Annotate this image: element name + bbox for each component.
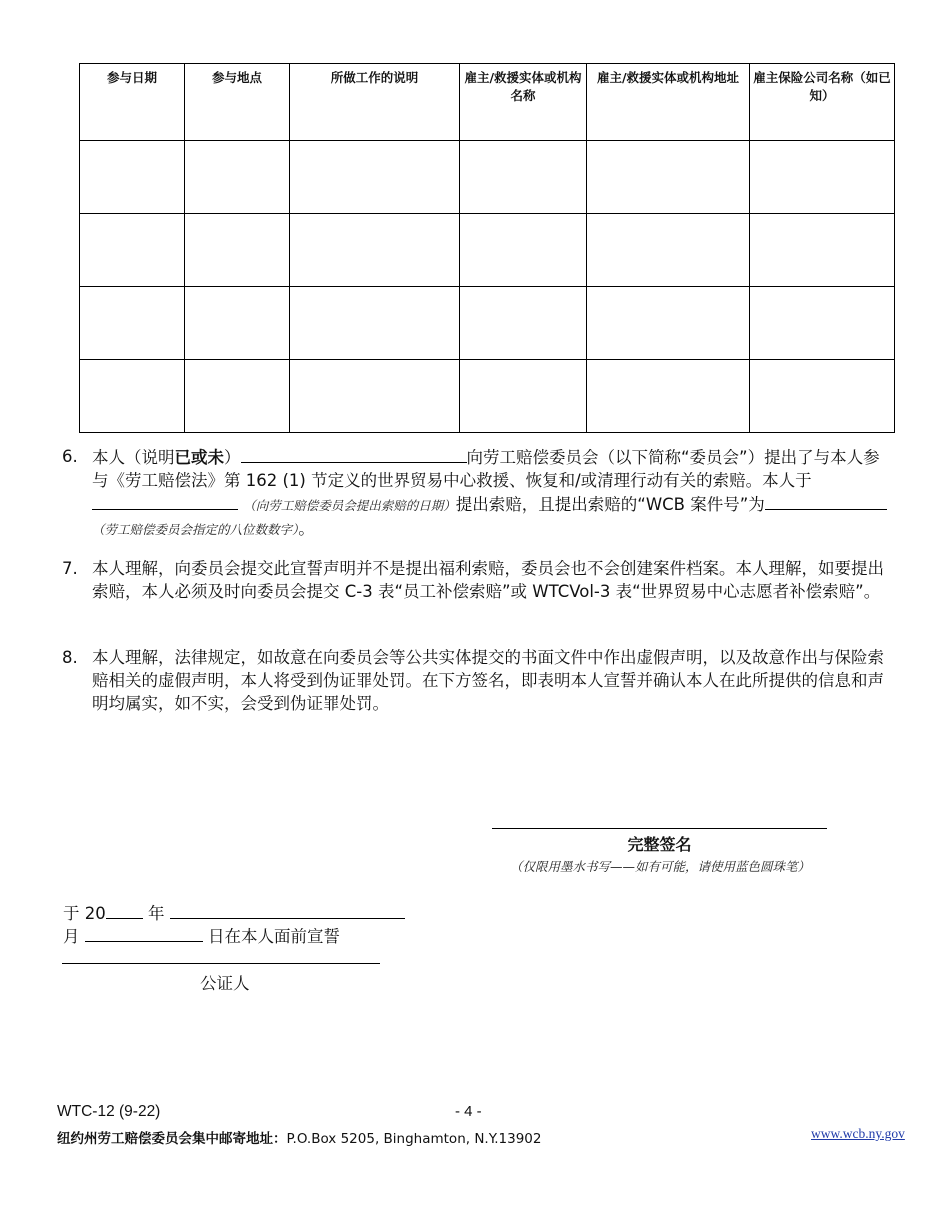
table-cell-input[interactable] [750, 214, 895, 287]
year-blank[interactable] [106, 901, 143, 919]
table-cell-input[interactable] [290, 214, 460, 287]
month-blank[interactable] [85, 924, 203, 942]
claim-status-blank[interactable] [241, 445, 467, 463]
table-cell-input[interactable] [750, 287, 895, 360]
notary-signature-line[interactable] [62, 963, 380, 964]
signature-label: 完整签名 [627, 835, 692, 854]
table-cell-input[interactable] [460, 214, 587, 287]
table-cell-input[interactable] [460, 360, 587, 433]
table-cell-input[interactable] [460, 141, 587, 214]
wcb-case-number-blank[interactable] [765, 492, 887, 510]
website-link[interactable]: www.wcb.ny.gov [811, 1126, 905, 1141]
table-cell-input[interactable] [587, 287, 750, 360]
statement-6: 6. 本人（说明已或未） 向劳工赔偿委员会（以下简称“委员会”）提出了与本人参与《劳工赔偿法》第 162 (1) 节定义的世界贸易中心救援、恢复和/或清理行动有关的索赔。本人于 （向劳工赔偿委员会提出索赔的日期）提出索赔，且提出索赔的“WCB 案件号”为 （劳工赔偿委员会指定的八位数数字）。 [62, 445, 894, 541]
mailing-address [57, 1127, 541, 1147]
header-date: 参与日期 [80, 64, 185, 141]
table-cell-input[interactable] [750, 360, 895, 433]
signature-note: （仅限用墨水书写——如有可能，请使用蓝色圆珠笔） [509, 859, 810, 874]
table-cell-input[interactable] [587, 141, 750, 214]
table-cell-input[interactable] [587, 214, 750, 287]
claim-date-blank[interactable] [92, 492, 238, 510]
header-location: 参与地点 [185, 64, 290, 141]
table-row [80, 141, 895, 214]
statement-7 [62, 557, 894, 603]
table-cell-input[interactable] [185, 214, 290, 287]
statement-number: 8. [62, 648, 78, 667]
address-value: P.O.Box 5205, Binghamton, N.Y.13902 [286, 1131, 542, 1147]
sworn-date-line-1: 于 20 年 [63, 901, 405, 925]
sworn-date-line-2: 月 日在本人面前宣誓 [63, 924, 340, 948]
table-cell-input[interactable] [290, 287, 460, 360]
table-cell-input[interactable] [185, 360, 290, 433]
table-cell-input[interactable] [185, 141, 290, 214]
table-cell-input[interactable] [80, 287, 185, 360]
header-employer-name: 雇主/救援实体或机构名称 [460, 64, 587, 141]
notary-label: 公证人 [200, 974, 250, 993]
statement-text: 本人理解，向委员会提交此宣誓声明并不是提出福利索赔，委员会也不会创建案件档案。本人理解，如要提出索赔，本人必须及时向委员会提交 C-3 表“员工补偿索赔”或 WTCVol-3 表“世界贸易中心志愿者补偿索赔”。 [92, 559, 884, 601]
table-row [80, 214, 895, 287]
table-cell-input[interactable] [750, 141, 895, 214]
statement-8 [62, 646, 894, 715]
table-cell-input[interactable] [80, 141, 185, 214]
table-cell-input[interactable] [460, 287, 587, 360]
table-cell-input[interactable] [290, 141, 460, 214]
header-insurance-carrier: 雇主保险公司名称（如已知） [750, 64, 895, 141]
form-id: WTC-12 (9-22) [57, 1103, 161, 1120]
header-employer-address: 雇主/救援实体或机构地址 [587, 64, 750, 141]
table-cell-input[interactable] [185, 287, 290, 360]
day-blank[interactable] [170, 901, 405, 919]
work-history-table [79, 63, 895, 433]
table-cell-input[interactable] [80, 360, 185, 433]
claim-date-hint: （向劳工赔偿委员会提出索赔的日期） [243, 498, 456, 513]
address-label: 纽约州劳工赔偿委员会集中邮寄地址： [57, 1131, 287, 1147]
statement-number: 6. [62, 447, 78, 466]
table-header-row [80, 64, 895, 141]
table-cell-input[interactable] [587, 360, 750, 433]
statement-text: 本人理解，法律规定，如故意在向委员会等公共实体提交的书面文件中作出虚假声明，以及故意作出与保险索赔相关的虚假声明，本人将受到伪证罪处罚。在下方签名，即表明本人宣誓并确认本人在此所提供的信息和声明均属实，如不实，会受到伪证罪处罚。 [92, 648, 884, 713]
table-row [80, 287, 895, 360]
table-row [80, 360, 895, 433]
case-number-hint: （劳工赔偿委员会指定的八位数数字） [92, 522, 299, 537]
statement-number: 7. [62, 559, 78, 578]
claim-status-emphasis: 已或未 [174, 448, 224, 467]
page-number: - 4 - [455, 1103, 482, 1120]
header-work-description: 所做工作的说明 [290, 64, 460, 141]
signature-line[interactable] [492, 828, 827, 829]
table-cell-input[interactable] [290, 360, 460, 433]
table-cell-input[interactable] [80, 214, 185, 287]
